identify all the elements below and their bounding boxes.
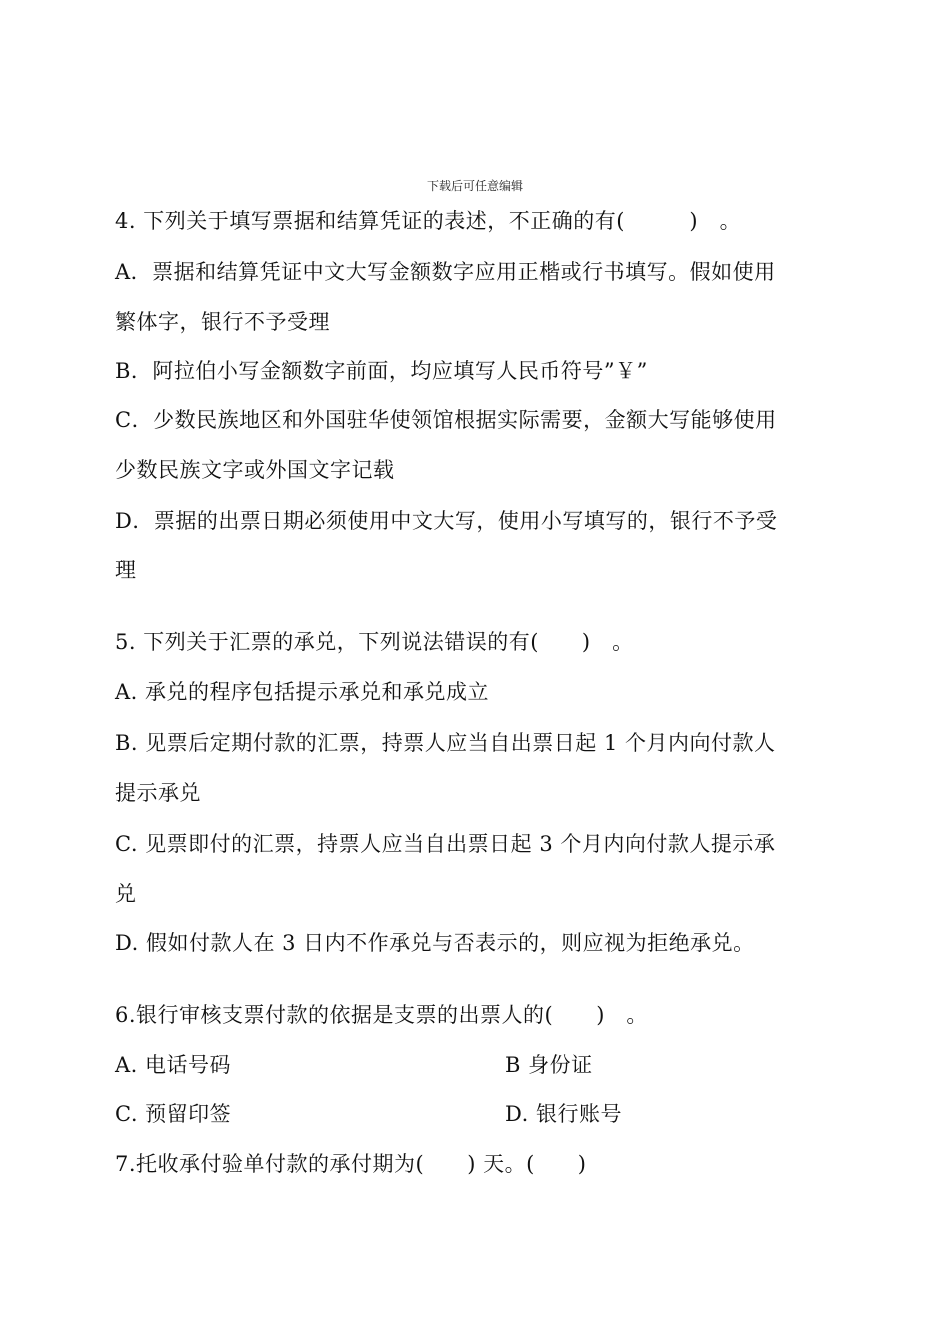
question-4-option-a-line1: A．票据和结算凭证中文大写金额数字应用正楷或行书填写。假如使用 [115, 260, 776, 284]
question-4-stem: 4. 下列关于填写票据和结算凭证的表述，不正确的有( ) 。 [115, 209, 742, 233]
question-5-option-a: A. 承兑的程序包括提示承兑和承兑成立 [115, 680, 490, 704]
question-6-stem: 6.银行审核支票付款的依据是支票的出票人的( ) 。 [115, 1003, 648, 1027]
question-6-option-d: D. 银行账号 [505, 1102, 622, 1126]
question-4-option-c-line2: 少数民族文字或外国文字记载 [115, 458, 395, 482]
question-6-option-b: B 身份证 [505, 1053, 593, 1077]
question-4-option-b: B．阿拉伯小写金额数字前面，均应填写人民币符号”￥” [115, 359, 648, 383]
question-5-option-c-line2: 兑 [115, 882, 137, 906]
question-5-option-c-line1: C. 见票即付的汇票，持票人应当自出票日起 3 个月内向付款人提示承 [115, 832, 776, 856]
question-6-option-c: C. 预留印签 [115, 1102, 232, 1126]
question-4-option-c-line1: C．少数民族地区和外国驻华使领馆根据实际需要，金额大写能够使用 [115, 408, 777, 432]
question-4-option-d-line1: D．票据的出票日期必须使用中文大写，使用小写填写的，银行不予受 [115, 509, 778, 533]
question-4-option-a-line2: 繁体字，银行不予受理 [115, 310, 330, 334]
question-4-option-d-line2: 理 [115, 558, 137, 582]
question-6-option-a: A. 电话号码 [115, 1053, 232, 1077]
question-5-option-d: D. 假如付款人在 3 日内不作承兑与否表示的，则应视为拒绝承兑。 [115, 931, 755, 955]
question-5-option-b-line2: 提示承兑 [115, 781, 201, 805]
question-7-stem: 7.托收承付验单付款的承付期为( ) 天。( ) [115, 1152, 587, 1176]
page-header-note: 下载后可任意编辑 [426, 179, 523, 193]
question-5-stem: 5. 下列关于汇票的承兑，下列说法错误的有( ) 。 [115, 630, 634, 654]
question-5-option-b-line1: B. 见票后定期付款的汇票，持票人应当自出票日起 1 个月内向付款人 [115, 731, 776, 755]
